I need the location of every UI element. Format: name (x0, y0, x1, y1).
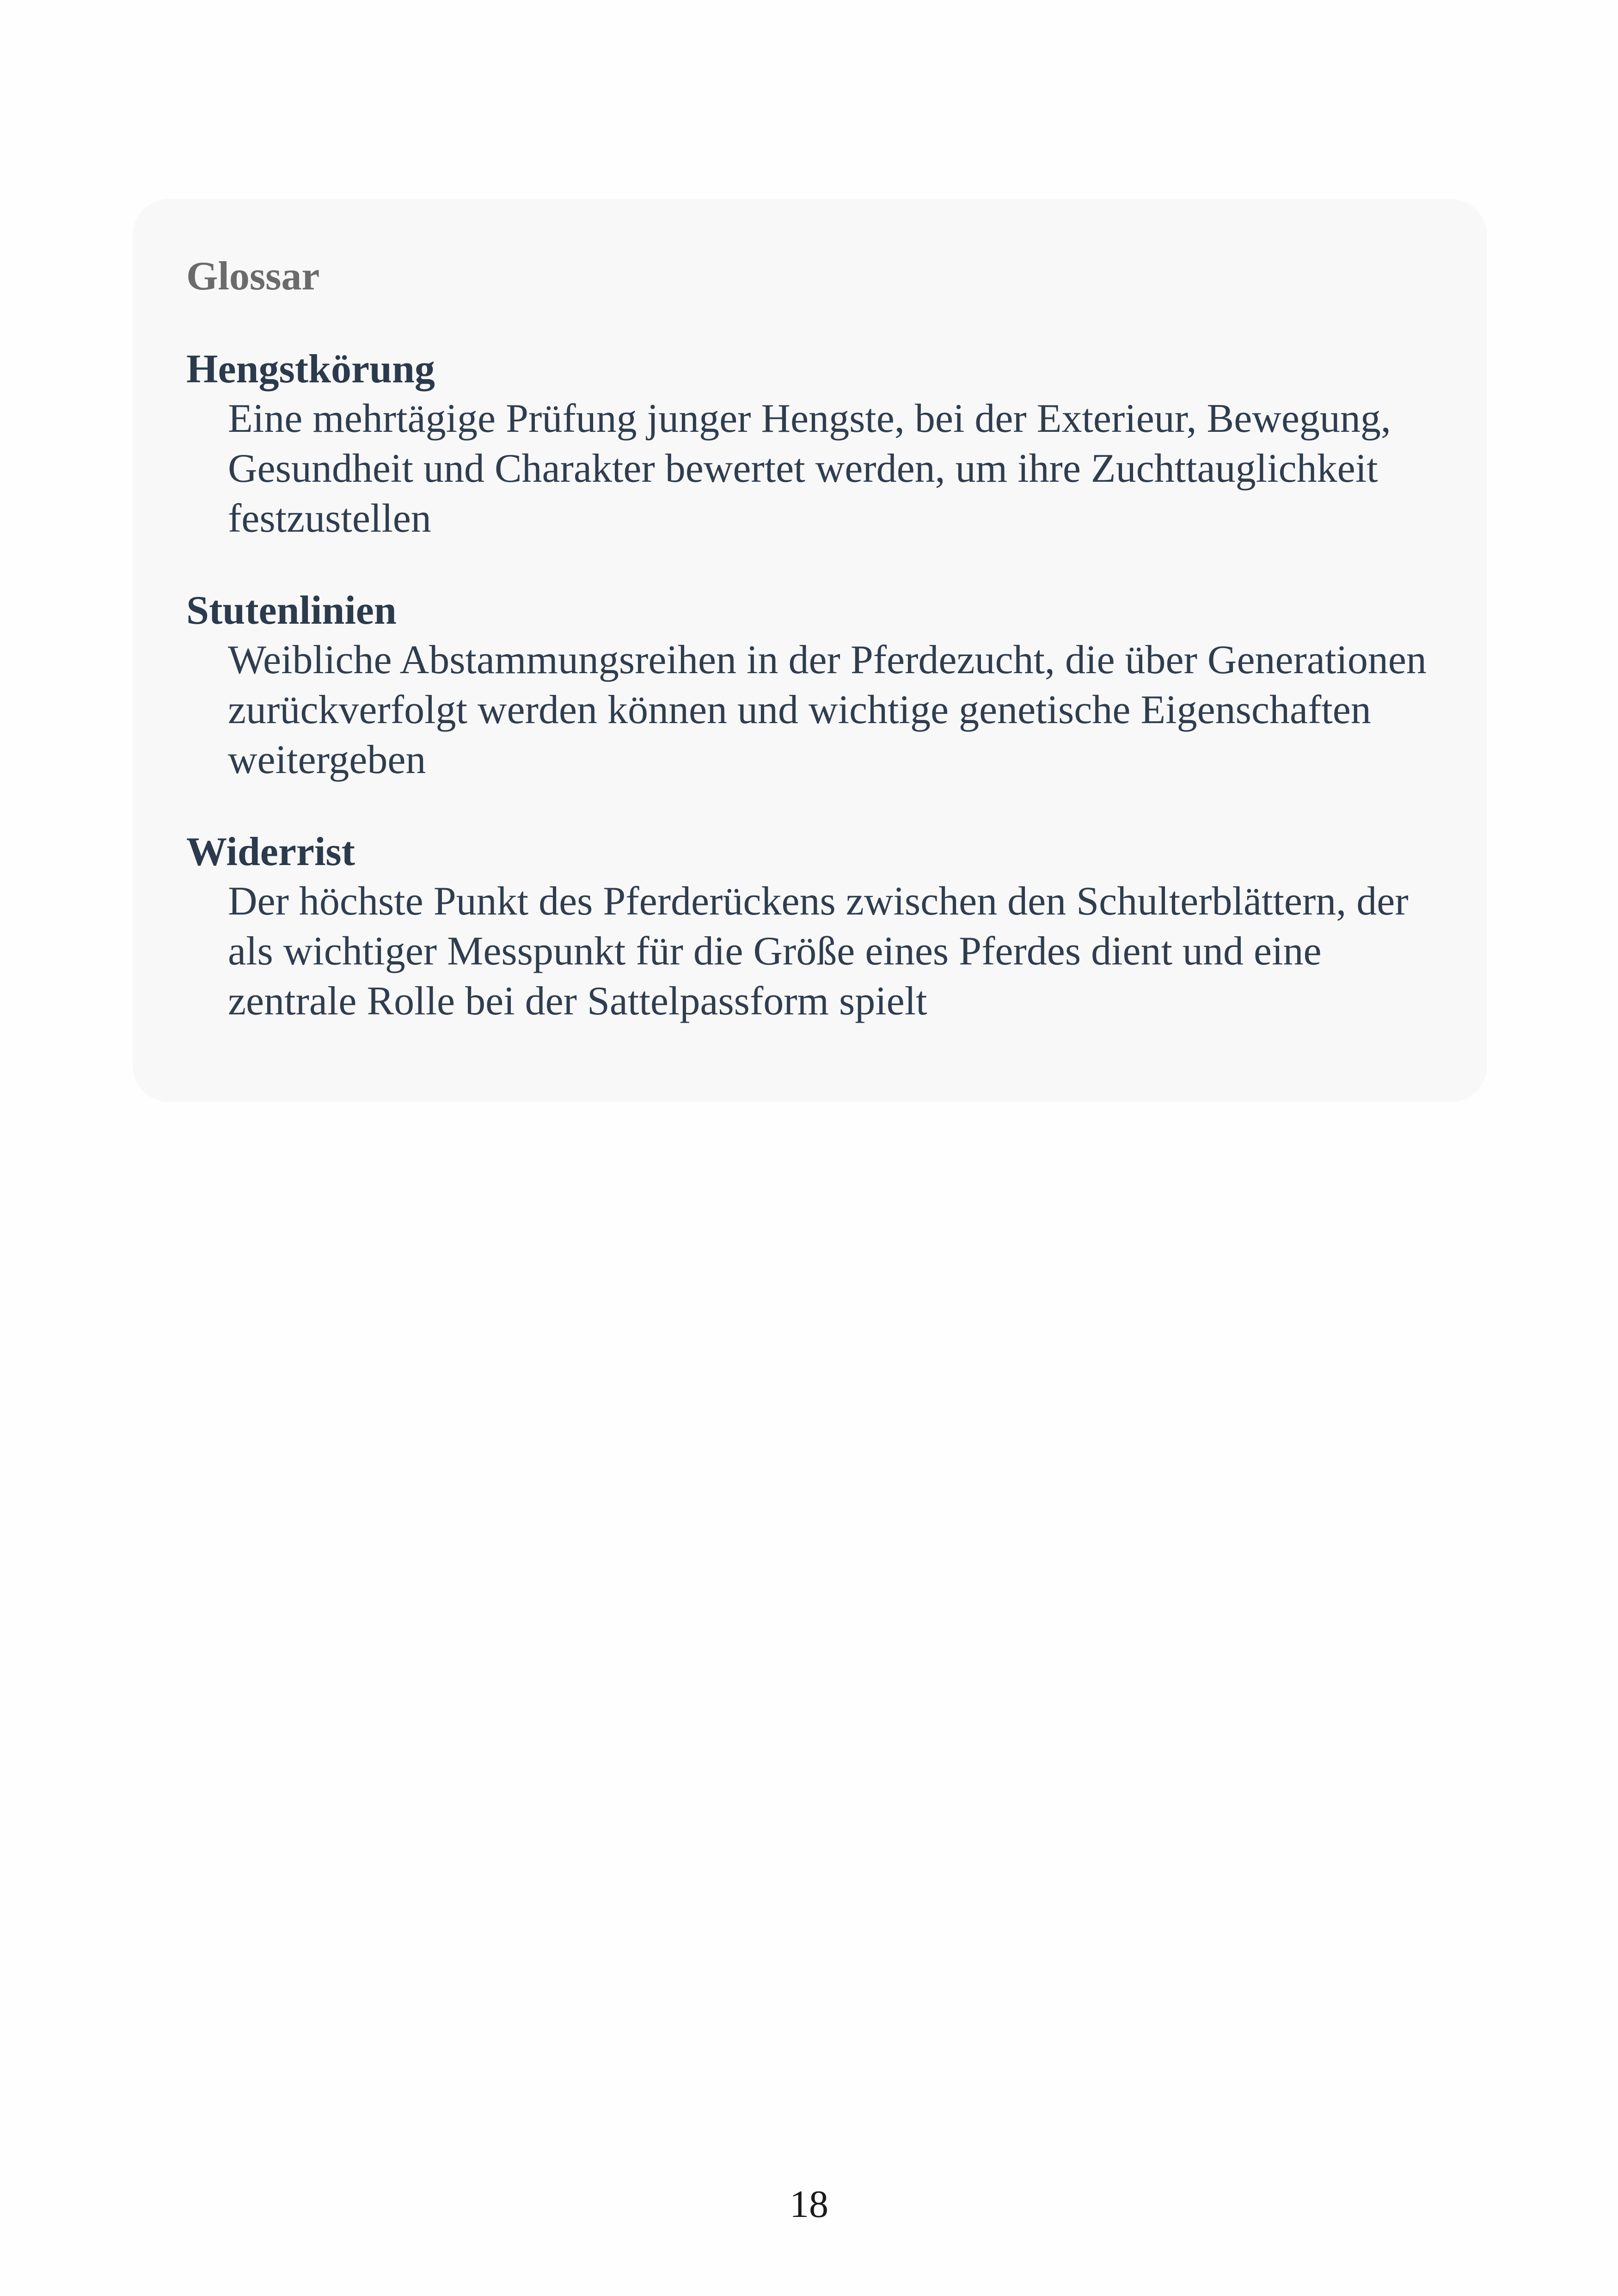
glossary-entry (186, 345, 1487, 544)
glossary-entry (186, 828, 1487, 1026)
glossary-box (133, 199, 1487, 1102)
glossary-term: Widerrist (186, 829, 355, 874)
glossary-definition: Der höchste Punkt des Pferderückens zwischen den Schulterblättern, der als wichtiger Messpunkt für die Größe eines Pferdes dient und eine zentrale Rolle bei der Sattelpassform spielt (228, 879, 1409, 1024)
glossary-entry (186, 586, 1487, 785)
glossary-entries (186, 345, 1487, 1026)
glossary-definition: Eine mehrtägige Prüfung junger Hengste, bei der Exterieur, Bewegung, Gesundheit und Charakter bewertet werden, um ihre Zuchttauglichkeit festzustellen (228, 396, 1391, 541)
glossary-definition: Weibliche Abstammungsreihen in der Pferdezucht, die über Generationen zurückverfolgt werden können und wichtige genetische Eigenschaften weitergeben (228, 638, 1427, 782)
glossary-term: Hengstkörung (186, 347, 435, 392)
glossary-title: Glossar (186, 254, 320, 299)
page-number: 18 (790, 2183, 828, 2226)
glossary-term: Stutenlinien (186, 588, 397, 633)
